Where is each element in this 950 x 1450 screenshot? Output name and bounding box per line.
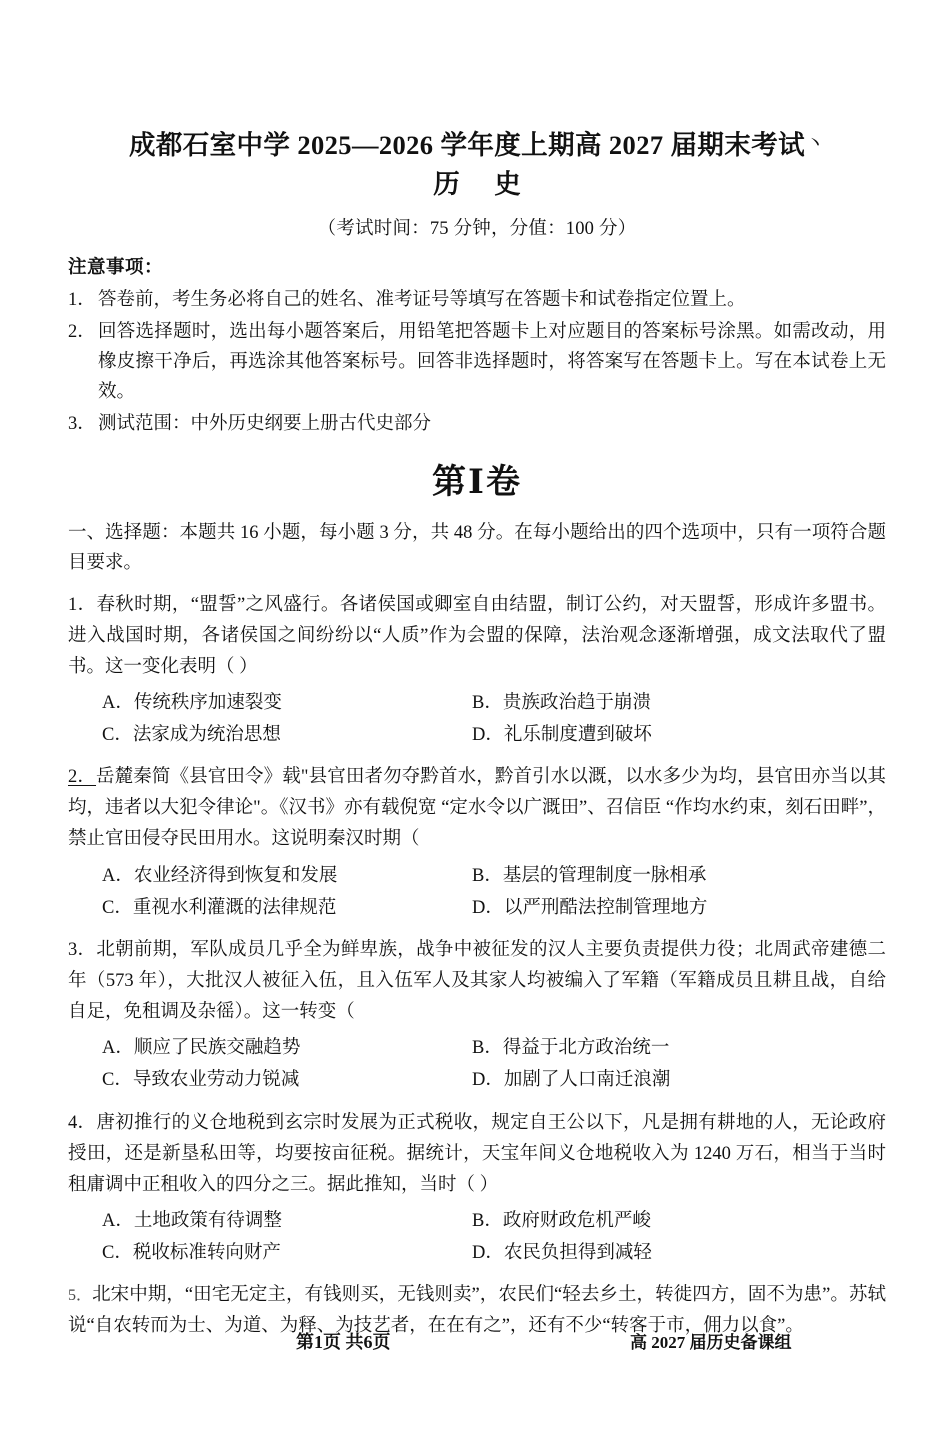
option-row [68,1205,886,1237]
notice-block [68,254,886,440]
option-c[interactable]: C．重视水利灌溉的法律规范 [102,897,337,918]
option-a[interactable]: A．农业经济得到恢复和发展 [102,865,338,886]
question-number: 5． [68,1287,93,1305]
option-c[interactable]: C．法家成为统治思想 [102,725,281,746]
option-a[interactable]: A．土地政策有待调整 [102,1210,282,1231]
page-title [68,128,886,163]
option-b[interactable]: B．贵族政治趋于崩溃 [472,692,651,713]
notice-item-number: 1． [68,289,96,310]
notice-item-text: 回答选择题时，选出每小题答案后，用铅笔把答题卡上对应题目的答案标号涂黑。如需改动，用橡皮擦干净后，再选涂其他答案标号。回答非选择题时，将答案写在答题卡上。写在本试卷上无效。 [98,321,886,402]
option-row [68,892,886,924]
option-b[interactable]: B．得益于北方政治统一 [472,1038,670,1059]
paper-content [68,0,886,1450]
question-options [68,1032,886,1096]
option-c[interactable]: C．导致农业劳动力锐减 [102,1070,300,1091]
question-text: 岳麓秦简《县官田令》载"县官田者勿夺黔首水，黔首引水以溉，以水多少为均，县官田亦当以其均，违者以大犯令律论"。《汉书》亦有载倪宽 “定水令以广溉田”、召信臣 “作均水约束，刻石田畔”，禁止官田侵夺民田用水。这说明秦汉时期（ [68,767,886,850]
option-a[interactable]: A．顺应了民族交融趋势 [102,1038,301,1059]
notice-item [68,410,886,440]
option-b[interactable]: B．基层的管理制度一脉相承 [472,865,707,886]
option-row [68,1032,886,1064]
option-row [68,1064,886,1096]
question-3 [68,935,886,1097]
option-d[interactable]: D．加剧了人口南迁浪潮 [472,1070,671,1091]
question-number: 3． [68,939,97,960]
subject-title: 历 史 [433,168,535,199]
notice-item-number: 3． [68,413,96,434]
question-stem [68,935,886,1028]
option-d[interactable]: D．礼乐制度遭到破坏 [472,725,652,746]
question-number: 1． [68,594,97,615]
page-footer [0,1328,950,1354]
footer-page-number: 第1页 共6页 [296,1332,391,1352]
option-row [68,860,886,892]
question-text: 北朝前期，军队成员几乎全为鲜卑族，战争中被征发的汉人主要负责提供力役；北周武帝建德二年（573 年），大批汉人被征入伍，且入伍军人及其家人均被编入了军籍（军籍成员且耕且战，自给自足，免租调及杂徭）。这一转变（ [68,939,886,1023]
notice-item-number: 2． [68,321,96,342]
section-instruction: 一、选择题：本题共 16 小题，每小题 3 分，共 48 分。在每小题给出的四个选项中，只有一项符合题目要求。 [68,522,886,573]
paper-section-heading: 第Ⅰ卷 [432,463,522,501]
option-row [68,687,886,719]
question-options [68,1205,886,1269]
notice-item-text: 测试范围：中外历史纲要上册古代史部分 [98,413,432,434]
question-4 [68,1108,886,1270]
question-stem [68,762,886,855]
footer-group-label: 高 2027 届历史备课组 [630,1333,792,1352]
question-number: 2． [68,767,97,788]
question-text: 唐初推行的义仓地税到玄宗时发展为正式税收，规定自王公以下，凡是拥有耕地的人，无论政府授田，还是新垦私田等，均要按亩征税。据统计，天宝年间义仓地税收入为 1240 万石，相当于当时租庸调中正租收入的四分之三。据此推知，当时（ ） [68,1112,886,1195]
notice-item [68,286,886,316]
option-a[interactable]: A．传统秩序加速裂变 [102,692,282,713]
question-2 [68,762,886,924]
question-stem [68,590,886,683]
page-title-text: 成都石室中学 2025—2026 学年度上期高 2027 届期末考试 [128,130,806,160]
question-options [68,860,886,924]
question-text: 北宋中期，“田宅无定主，有钱则买，无钱则卖”，农民们“轻去乡土，转徙四方，固不为患”。苏轼说“自农转而为士、为道、为释、为技艺者，在在有之”，还有不少“转客于市，佣力以食”。 [68,1285,886,1337]
exam-info: （考试时间：75 分钟，分值：100 分） [317,218,637,239]
question-1 [68,590,886,752]
title-stray-mark: 丶 [805,133,826,155]
notice-heading: 注意事项： [68,257,164,278]
question-number: 4． [68,1112,97,1133]
question-stem [68,1108,886,1201]
option-d[interactable]: D．农民负担得到减轻 [472,1242,652,1263]
option-b[interactable]: B．政府财政危机严峻 [472,1210,651,1231]
question-text: 春秋时期，“盟誓”之风盛行。各诸侯国或卿室自由结盟，制订公约，对天盟誓，形成许多盟书。进入战国时期，各诸侯国之间纷纷以“人质”作为会盟的保障，法治观念逐渐增强，成文法取代了盟书。这一变化表明（ ） [68,594,886,677]
option-d[interactable]: D．以严刑酷法控制管理地方 [472,897,708,918]
option-c[interactable]: C．税收标准转向财产 [102,1242,281,1263]
option-row [68,719,886,751]
question-options [68,687,886,751]
notice-item [68,318,886,408]
notice-item-text: 答卷前，考生务必将自己的姓名、准考证号等填写在答题卡和试卷指定位置上。 [98,289,746,310]
option-row [68,1237,886,1269]
